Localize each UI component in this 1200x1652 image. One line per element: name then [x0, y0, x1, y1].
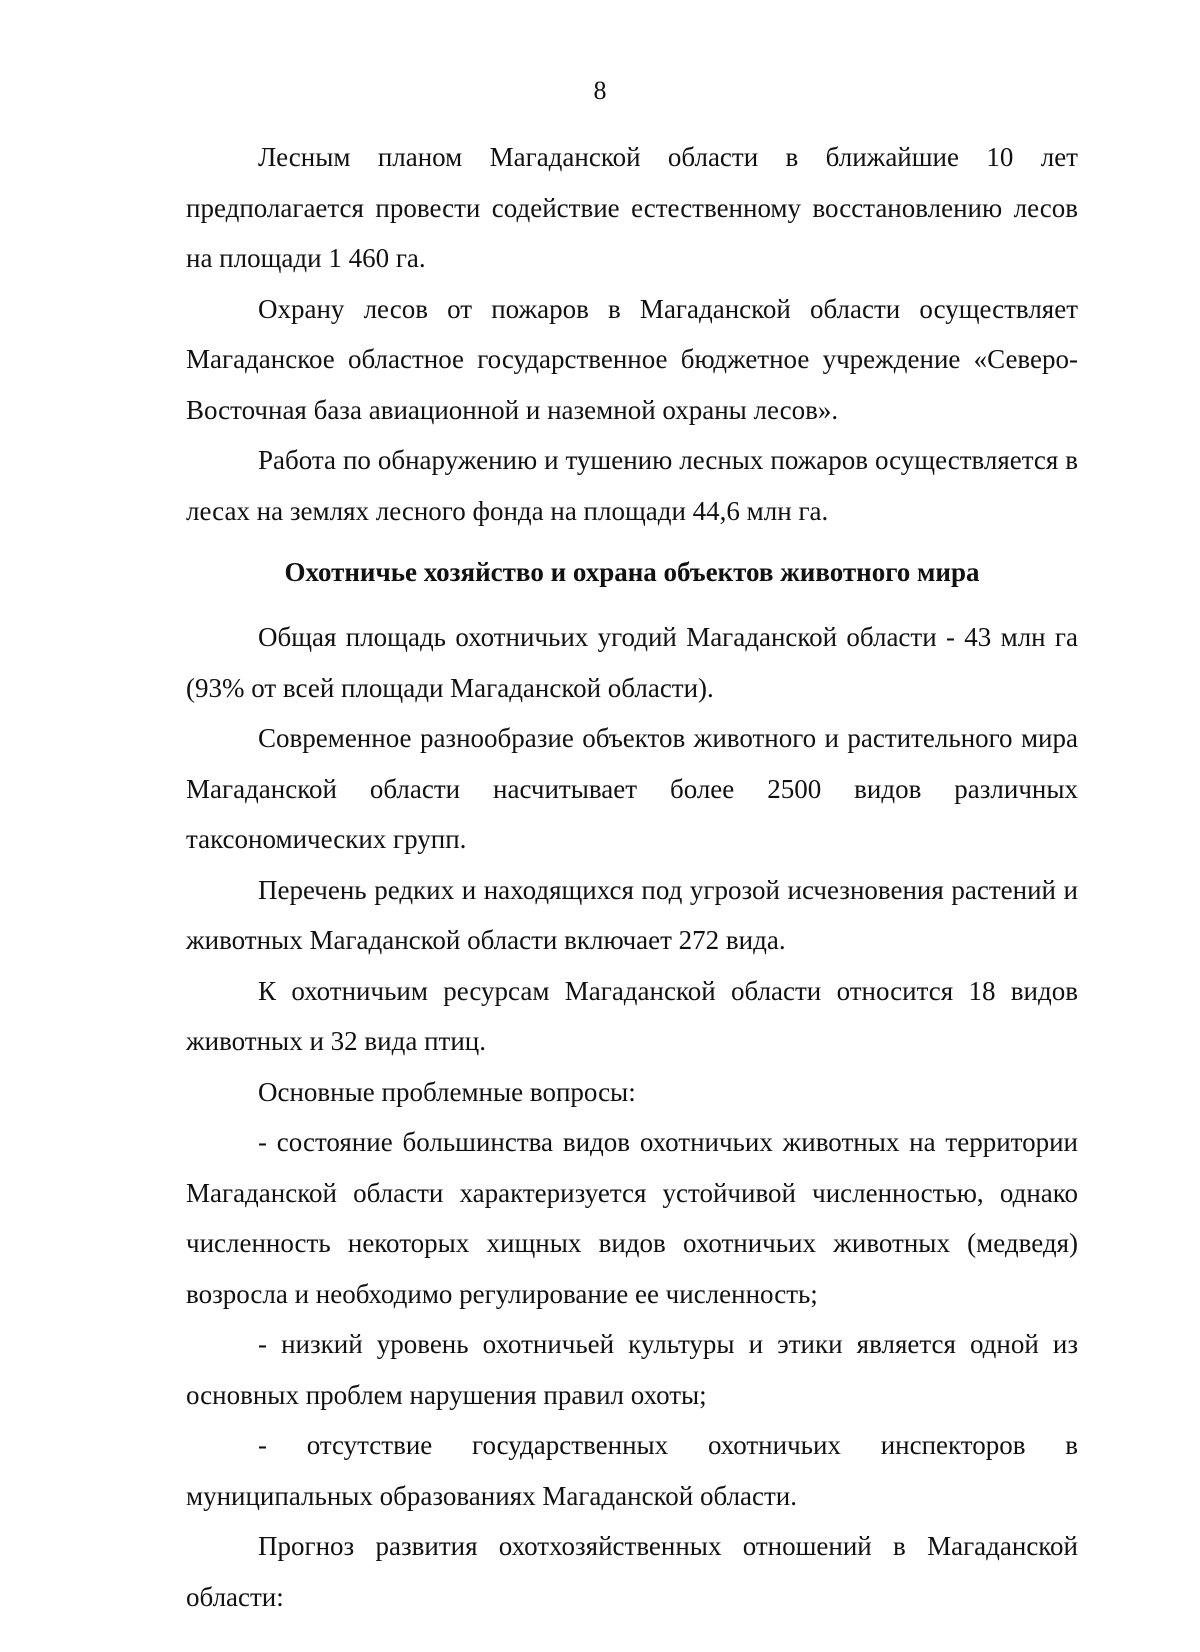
- paragraph-fire-protection: Охрану лесов от пожаров в Магаданской области осуществляет Магаданское областное государственное бюджетное учреждение «Северо-Восточная база авиационной и наземной охраны лесов».: [186, 293, 1078, 425]
- list-item-problem-1: - состояние большинства видов охотничьих животных на территории Магаданской области характеризуется устойчивой численностью, однако численность некоторых хищных видов охотничьих животных (медведя) возросла и необходимо регулирование ее численность;: [186, 1127, 1078, 1309]
- paragraph-rare-species: Перечень редких и находящихся под угрозой исчезновения растений и животных Магаданской области включает 272 вида.: [186, 874, 1078, 955]
- list-item-problem-3: - отсутствие государственных охотничьих инспекторов в муниципальных образованиях Магаданской области.: [186, 1430, 1078, 1511]
- paragraph-forecast: Прогноз развития охотхозяйственных отношений в Магаданской области:: [186, 1531, 1078, 1612]
- paragraph-fire-fighting: Работа по обнаружению и тушению лесных пожаров осуществляется в лесах на землях лесного фонда на площади 44,6 млн га.: [186, 445, 1078, 526]
- paragraph-biodiversity: Современное разнообразие объектов животного и растительного мира Магаданской области насчитывает более 2500 видов различных таксономических групп.: [186, 723, 1078, 854]
- hunting-section: [186, 612, 1078, 1622]
- forest-section: [186, 132, 1078, 536]
- paragraph-forest-plan: Лесным планом Магаданской области в ближайшие 10 лет предполагается провести содействие естественному восстановлению лесов на площади 1 460 га.: [186, 142, 1078, 273]
- paragraph-problems-intro: Основные проблемные вопросы:: [258, 1076, 636, 1107]
- list-item-problem-2: - низкий уровень охотничьей культуры и этики является одной из основных проблем нарушения правил охоты;: [186, 1329, 1078, 1410]
- paragraph-hunting-area: Общая площадь охотничьих угодий Магаданской области - 43 млн га (93% от всей площади Магаданской области).: [186, 622, 1078, 703]
- hunting-heading-block: [186, 552, 1078, 592]
- paragraph-hunting-resources: К охотничьим ресурсам Магаданской области относится 18 видов животных и 32 вида птиц.: [186, 975, 1078, 1056]
- page-number: 8: [593, 76, 607, 105]
- section-heading: Охотничье хозяйство и охрана объектов животного мира: [284, 557, 980, 587]
